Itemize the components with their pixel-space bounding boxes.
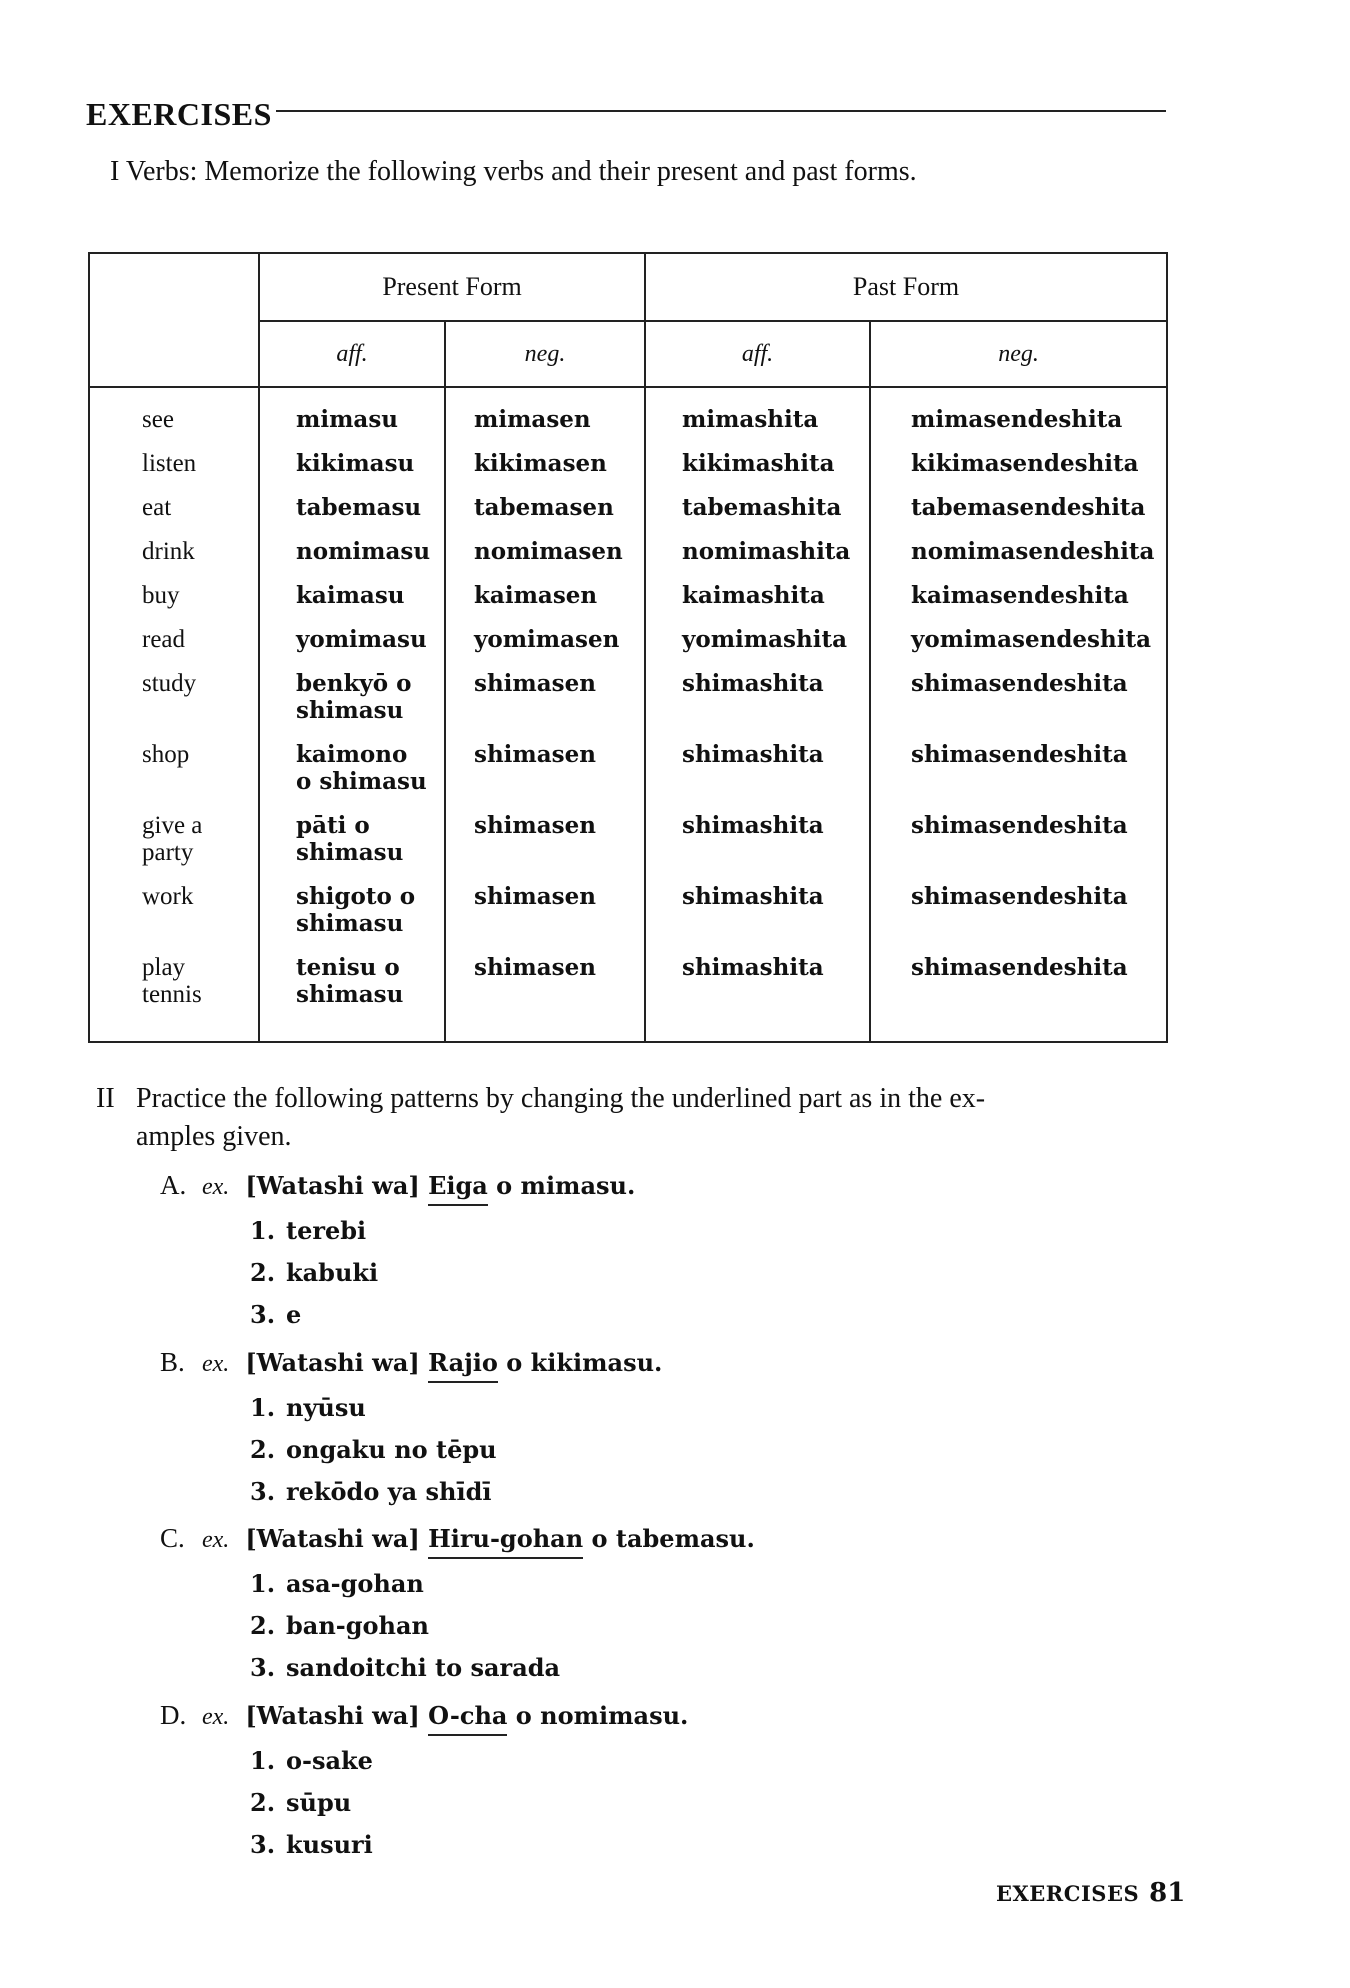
- sentence-suffix: o mimasu.: [487, 1171, 636, 1200]
- table-row: [89, 954, 1167, 1042]
- item-text: e: [286, 1300, 302, 1329]
- present-neg-cell: kaimasen: [445, 582, 645, 626]
- item-text: kusuri: [286, 1830, 373, 1859]
- drill-example: [160, 1698, 1060, 1734]
- past-aff-cell: shimashita: [645, 954, 870, 1042]
- past-neg-cell: shimasendeshita: [870, 883, 1167, 954]
- english-verb-cell: buy: [142, 582, 180, 609]
- sentence-suffix: o nomimasu.: [507, 1701, 689, 1730]
- present-neg-cell: shimasen: [445, 741, 645, 812]
- example-sentence: [245, 1348, 662, 1383]
- section-title: EXERCISES: [86, 96, 272, 132]
- item-number: 2.: [250, 1258, 276, 1287]
- item-number: 1.: [250, 1393, 276, 1422]
- present-aff-cell: benkyō o shimasu: [259, 670, 445, 741]
- past-neg-cell: tabemasendeshita: [870, 494, 1167, 538]
- item-text: asa-gohan: [286, 1569, 424, 1598]
- list-item: [250, 1828, 1060, 1870]
- list-item: [250, 1256, 1060, 1298]
- section2-instruction: [96, 1080, 1176, 1156]
- item-text: sūpu: [286, 1788, 352, 1817]
- past-neg-cell: shimasendeshita: [870, 670, 1167, 741]
- drill-letter: D.: [160, 1700, 187, 1730]
- drill-c: [160, 1521, 1060, 1693]
- english-verb-cell: shop: [142, 741, 190, 768]
- present-neg-header: neg.: [445, 321, 645, 387]
- past-aff-cell: yomimashita: [645, 626, 870, 670]
- present-aff-cell: pāti o shimasu: [259, 812, 445, 883]
- present-aff-cell: nomimasu: [259, 538, 445, 582]
- sentence-prefix: [Watashi wa]: [245, 1348, 429, 1377]
- english-verb-cell: see: [142, 406, 174, 433]
- drill-b: [160, 1345, 1060, 1517]
- substitution-list: [160, 1744, 1060, 1870]
- verb-table: [88, 252, 1168, 1043]
- verb-table-body: [89, 387, 1167, 1042]
- present-aff-cell: kaimono o shimasu: [259, 741, 445, 812]
- drill-example: [160, 1521, 1060, 1557]
- example-marker: ex.: [202, 1351, 230, 1377]
- past-aff-cell: kikimashita: [645, 450, 870, 494]
- item-number: 3.: [250, 1477, 276, 1506]
- past-neg-cell: shimasendeshita: [870, 812, 1167, 883]
- english-verb-cell: read: [142, 626, 186, 653]
- footer-label: EXERCISES: [996, 1881, 1140, 1906]
- english-verb-cell: give a party: [142, 812, 203, 866]
- table-row: [89, 387, 1167, 450]
- present-neg-cell: shimasen: [445, 812, 645, 883]
- english-verb-cell: listen: [142, 450, 197, 477]
- past-neg-cell: shimasendeshita: [870, 954, 1167, 1042]
- page-footer: [996, 1878, 1185, 1908]
- present-aff-cell: yomimasu: [259, 626, 445, 670]
- substitution-list: [160, 1567, 1060, 1693]
- present-aff-cell: shigoto o shimasu: [259, 883, 445, 954]
- section1-instruction: [110, 156, 917, 188]
- present-neg-cell: tabemasen: [445, 494, 645, 538]
- present-neg-cell: shimasen: [445, 883, 645, 954]
- past-aff-cell: shimashita: [645, 812, 870, 883]
- section1-text: Verbs: Memorize the following verbs and their present and past forms.: [125, 156, 917, 187]
- table-row: [89, 670, 1167, 741]
- table-row: [89, 450, 1167, 494]
- sentence-prefix: [Watashi wa]: [245, 1701, 429, 1730]
- table-corner: [89, 253, 259, 387]
- section2-number: II: [96, 1083, 115, 1114]
- present-neg-cell: shimasen: [445, 670, 645, 741]
- table-row: [89, 494, 1167, 538]
- past-aff-cell: kaimashita: [645, 582, 870, 626]
- past-form-header: Past Form: [645, 253, 1167, 321]
- past-aff-cell: shimashita: [645, 741, 870, 812]
- past-neg-cell: kaimasendeshita: [870, 582, 1167, 626]
- list-item: [250, 1298, 1060, 1340]
- list-item: [250, 1609, 1060, 1651]
- drill-a: [160, 1168, 1060, 1340]
- example-sentence: [245, 1701, 688, 1736]
- present-neg-cell: yomimasen: [445, 626, 645, 670]
- item-number: 1.: [250, 1216, 276, 1245]
- item-number: 3.: [250, 1830, 276, 1859]
- drill-example: [160, 1168, 1060, 1204]
- present-aff-cell: tenisu o shimasu: [259, 954, 445, 1042]
- example-marker: ex.: [202, 1527, 230, 1553]
- sentence-prefix: [Watashi wa]: [245, 1524, 429, 1553]
- table-row: [89, 538, 1167, 582]
- table-row: [89, 741, 1167, 812]
- present-neg-cell: kikimasen: [445, 450, 645, 494]
- item-text: rekōdo ya shīdī: [286, 1477, 492, 1506]
- english-verb-cell: play tennis: [142, 954, 202, 1008]
- list-item: [250, 1391, 1060, 1433]
- item-number: 2.: [250, 1788, 276, 1817]
- list-item: [250, 1786, 1060, 1828]
- header-rule: [276, 110, 1166, 112]
- table-row: [89, 883, 1167, 954]
- drill-letter: B.: [160, 1347, 185, 1377]
- underlined-part: Eiga: [428, 1171, 488, 1206]
- sentence-suffix: o tabemasu.: [583, 1524, 755, 1553]
- example-marker: ex.: [202, 1174, 230, 1200]
- list-item: [250, 1475, 1060, 1517]
- section2-text-line2: amples given.: [136, 1121, 292, 1152]
- past-neg-header: neg.: [870, 321, 1167, 387]
- past-aff-cell: mimashita: [645, 387, 870, 450]
- list-item: [250, 1651, 1060, 1693]
- item-number: 1.: [250, 1746, 276, 1775]
- past-neg-cell: kikimasendeshita: [870, 450, 1167, 494]
- english-verb-cell: work: [142, 883, 194, 910]
- example-sentence: [245, 1524, 755, 1559]
- past-neg-cell: shimasendeshita: [870, 741, 1167, 812]
- drill-letter: A.: [160, 1170, 187, 1200]
- present-aff-cell: kikimasu: [259, 450, 445, 494]
- english-verb-cell: drink: [142, 538, 195, 565]
- present-aff-cell: tabemasu: [259, 494, 445, 538]
- drill-example: [160, 1345, 1060, 1381]
- present-aff-cell: kaimasu: [259, 582, 445, 626]
- page-number: 81: [1149, 1878, 1186, 1908]
- item-number: 3.: [250, 1300, 276, 1329]
- item-number: 1.: [250, 1569, 276, 1598]
- underlined-part: O-cha: [428, 1701, 507, 1736]
- past-neg-cell: yomimasendeshita: [870, 626, 1167, 670]
- drill-d: [160, 1698, 1060, 1870]
- past-aff-header: aff.: [645, 321, 870, 387]
- example-marker: ex.: [202, 1704, 230, 1730]
- table-row: [89, 812, 1167, 883]
- past-aff-cell: tabemashita: [645, 494, 870, 538]
- item-text: nyūsu: [286, 1393, 366, 1422]
- past-aff-cell: shimashita: [645, 670, 870, 741]
- present-neg-cell: nomimasen: [445, 538, 645, 582]
- underlined-part: Hiru-gohan: [428, 1524, 583, 1559]
- item-text: ban-gohan: [286, 1611, 429, 1640]
- example-sentence: [245, 1171, 635, 1206]
- item-number: 2.: [250, 1611, 276, 1640]
- item-number: 3.: [250, 1653, 276, 1682]
- english-verb-cell: study: [142, 670, 197, 697]
- item-text: o-sake: [286, 1746, 373, 1775]
- item-number: 2.: [250, 1435, 276, 1464]
- underlined-part: Rajio: [428, 1348, 498, 1383]
- section1-number: I: [110, 156, 120, 187]
- present-neg-cell: shimasen: [445, 954, 645, 1042]
- past-neg-cell: nomimasendeshita: [870, 538, 1167, 582]
- item-text: ongaku no tēpu: [286, 1435, 497, 1464]
- table-row: [89, 582, 1167, 626]
- sentence-prefix: [Watashi wa]: [245, 1171, 429, 1200]
- table-row: [89, 626, 1167, 670]
- present-form-header: Present Form: [259, 253, 645, 321]
- substitution-list: [160, 1391, 1060, 1517]
- past-aff-cell: shimashita: [645, 883, 870, 954]
- present-aff-cell: mimasu: [259, 387, 445, 450]
- item-text: sandoitchi to sarada: [286, 1653, 561, 1682]
- item-text: kabuki: [286, 1258, 379, 1287]
- section2-text-line1: Practice the following patterns by changing the underlined part as in the ex-: [136, 1083, 986, 1114]
- present-neg-cell: mimasen: [445, 387, 645, 450]
- list-item: [250, 1744, 1060, 1786]
- sentence-suffix: o kikimasu.: [497, 1348, 663, 1377]
- list-item: [250, 1567, 1060, 1609]
- item-text: terebi: [286, 1216, 367, 1245]
- list-item: [250, 1214, 1060, 1256]
- past-aff-cell: nomimashita: [645, 538, 870, 582]
- past-neg-cell: mimasendeshita: [870, 387, 1167, 450]
- present-aff-header: aff.: [259, 321, 445, 387]
- substitution-list: [160, 1214, 1060, 1340]
- drill-letter: C.: [160, 1523, 185, 1553]
- list-item: [250, 1433, 1060, 1475]
- section-header: [86, 96, 1166, 136]
- english-verb-cell: eat: [142, 494, 172, 521]
